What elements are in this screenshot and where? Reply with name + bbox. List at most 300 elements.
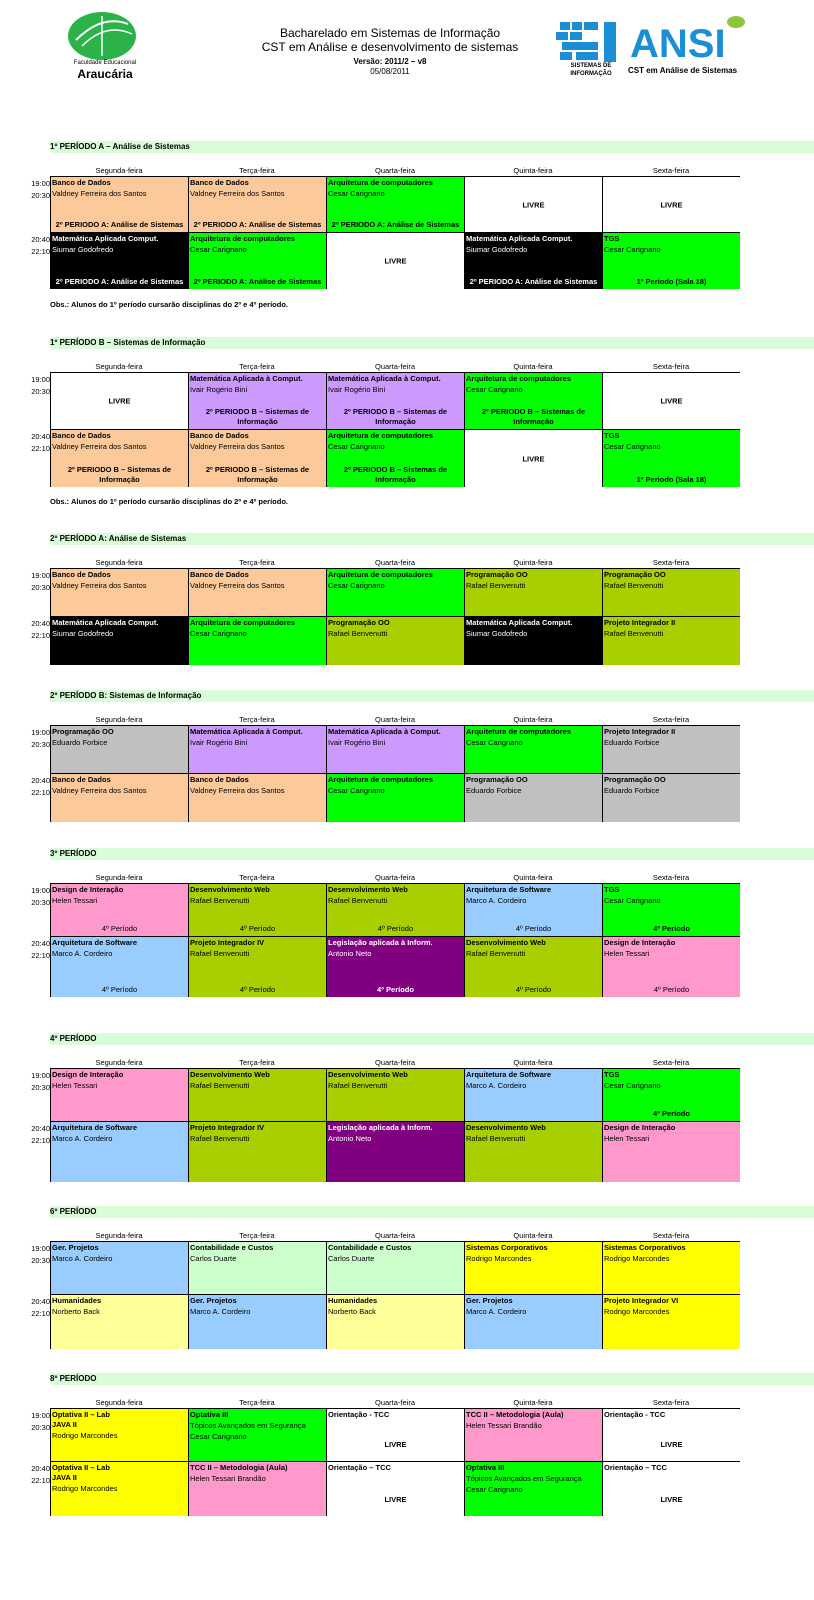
teacher-name: Rafael Benvenutti: [466, 581, 526, 590]
schedule-cell[interactable]: [189, 726, 327, 774]
day-label: Quarta-feira: [374, 166, 416, 175]
schedule-grid: [50, 176, 740, 289]
teacher-name: Rafael Benvenutti: [604, 581, 664, 590]
teacher-name: Marco A. Cordeiro: [52, 1254, 113, 1263]
course-name: Matemática Aplicada à Comput.: [190, 374, 303, 383]
schedule-cell[interactable]: [327, 726, 465, 774]
time-label: 22:10: [31, 1136, 50, 1145]
teacher-name: Eduardo Forbice: [52, 738, 108, 747]
schedule-cell[interactable]: [465, 884, 603, 937]
schedule-cell[interactable]: [327, 937, 465, 997]
schedule-cell[interactable]: [51, 774, 189, 822]
cell-note: 2º PERIODO A: Análise de Sistemas: [55, 277, 184, 286]
course-name: Programação OO: [466, 775, 528, 784]
schedule-cell[interactable]: [189, 373, 327, 430]
day-label: Sexta-feira: [652, 1058, 690, 1067]
day-label: Segunda-feira: [95, 873, 143, 882]
schedule-cell[interactable]: [327, 1242, 465, 1295]
teacher-name: Valdney Ferreira dos Santos: [52, 786, 147, 795]
time-label: 20:40: [31, 1297, 50, 1306]
time-slot: [20, 885, 50, 909]
course-name: Humanidades: [52, 1296, 102, 1305]
day-label: Terça-feira: [239, 166, 275, 175]
free-slot-label: LIVRE: [660, 1440, 683, 1449]
section-title: 8º PERÍODO: [50, 1373, 814, 1385]
course-name: Orientação – TCC: [604, 1463, 667, 1472]
schedule-cell[interactable]: [465, 1242, 603, 1295]
day-header-row: [50, 1398, 740, 1408]
day-label: Quinta-feira: [513, 1398, 553, 1407]
course-name: Desenvolvimento Web: [466, 1123, 546, 1132]
teacher-name: Antonio Neto: [328, 949, 372, 958]
time-slot: [20, 374, 50, 398]
schedule-cell[interactable]: [51, 1462, 189, 1516]
day-label: Terça-feira: [239, 873, 275, 882]
day-header-row: [50, 558, 740, 568]
time-label: 22:10: [31, 1476, 50, 1485]
day-label: Quarta-feira: [374, 362, 416, 371]
course-name: Optativa II – Lab: [52, 1463, 110, 1472]
course-name: Desenvolvimento Web: [328, 885, 408, 894]
schedule-cell[interactable]: [327, 177, 465, 233]
schedule-cell[interactable]: [51, 1409, 189, 1462]
time-label: 22:10: [31, 788, 50, 797]
time-slot: [20, 1070, 50, 1094]
schedule-cell[interactable]: [465, 774, 603, 822]
time-label: 22:10: [31, 1309, 50, 1318]
course-name: Projeto Integrador II: [604, 618, 676, 627]
course-name: Banco de Dados: [190, 570, 249, 579]
time-label: 20:40: [31, 619, 50, 628]
schedule-cell[interactable]: [603, 937, 740, 997]
teacher-name: Cesar Carignano: [328, 786, 385, 795]
schedule-grid: [50, 1241, 740, 1349]
time-label: 22:10: [31, 247, 50, 256]
course-name: Matemática Aplicada Comput.: [52, 618, 159, 627]
course-name-extra: JAVA II: [52, 1420, 77, 1429]
course-name: Desenvolvimento Web: [190, 1070, 270, 1079]
teacher-name: Helen Tessari: [52, 1081, 98, 1090]
schedule-cell[interactable]: [465, 430, 603, 487]
teacher-name: Valdney Ferreira dos Santos: [190, 581, 285, 590]
schedule-grid: [50, 883, 740, 997]
schedule-cell[interactable]: [327, 430, 465, 487]
time-slot: [20, 1296, 50, 1320]
course-name: Programação OO: [604, 775, 666, 784]
teacher-name: Cesar Carignano: [328, 189, 385, 198]
schedule-cell[interactable]: [327, 233, 465, 289]
time-label: 20:40: [31, 432, 50, 441]
day-label: Quinta-feira: [513, 166, 553, 175]
course-name: Banco de Dados: [190, 775, 249, 784]
schedule-cell[interactable]: [327, 1409, 465, 1462]
observation-note: Obs.: Alunos do 1º período cursarão disciplinas do 2º e 4º período.: [50, 300, 288, 309]
teacher-name: Carlos Duarte: [190, 1254, 237, 1263]
day-header-row: [50, 1058, 740, 1068]
course-name: Design de Interação: [604, 1123, 676, 1132]
time-slot: [20, 178, 50, 202]
schedule-cell[interactable]: [465, 1462, 603, 1516]
time-label: 22:10: [31, 444, 50, 453]
teacher-name: Valdney Ferreira dos Santos: [190, 189, 285, 198]
teacher-name: Rafael Benvenutti: [466, 949, 526, 958]
course-name: Matemática Aplicada à Comput.: [328, 727, 441, 736]
teacher-name: Eduardo Forbice: [604, 738, 660, 747]
section-title: 1º PERÍODO A – Análise de Sistemas: [50, 141, 814, 153]
schedule-cell[interactable]: [189, 430, 327, 487]
day-label: Segunda-feira: [95, 362, 143, 371]
day-label: Terça-feira: [239, 715, 275, 724]
schedule-cell[interactable]: [327, 1295, 465, 1349]
teacher-name: Antonio Neto: [328, 1134, 372, 1143]
schedule-cell[interactable]: [603, 1462, 740, 1516]
time-label: 19:00: [31, 728, 50, 737]
day-label: Segunda-feira: [95, 1058, 143, 1067]
schedule-cell[interactable]: [189, 884, 327, 937]
day-label: Terça-feira: [239, 1231, 275, 1240]
schedule-cell[interactable]: [327, 1069, 465, 1122]
time-label: 19:00: [31, 1244, 50, 1253]
schedule-grid: [50, 1068, 740, 1182]
teacher-name: Eduardo Forbice: [604, 786, 660, 795]
teacher-name: Cesar Carignano: [466, 738, 523, 747]
title-line-1: Bacharelado em Sistemas de Informação: [279, 26, 501, 40]
cell-note: 4º Período: [377, 924, 414, 933]
section-title: 3º PERÍODO: [50, 848, 814, 860]
day-label: Quinta-feira: [513, 1231, 553, 1240]
course-name: Banco de Dados: [52, 775, 111, 784]
course-name: Ger. Projetos: [466, 1296, 513, 1305]
schedule-cell[interactable]: [603, 177, 740, 233]
course-name: Optativa III: [466, 1463, 505, 1472]
teacher-name: Norberto Back: [328, 1307, 376, 1316]
schedule-cell[interactable]: [189, 1242, 327, 1295]
course-name: Arquitetura de computadores: [466, 374, 572, 383]
free-slot-label: LIVRE: [660, 200, 683, 209]
time-label: 20:40: [31, 235, 50, 244]
teacher-name: Valdney Ferreira dos Santos: [190, 786, 285, 795]
schedule-cell[interactable]: [51, 884, 189, 937]
cell-note: 2º PERIODO A: Análise de Sistemas: [331, 220, 460, 229]
teacher-name: Helen Tessari Brandão: [190, 1474, 266, 1483]
teacher-name: Rodrigo Marcondes: [604, 1307, 670, 1316]
teacher-name: Valdney Ferreira dos Santos: [52, 581, 147, 590]
schedule-cell[interactable]: [465, 233, 603, 289]
cell-note: 2º PERIODO B – Sistemas de Informação: [481, 407, 586, 426]
schedule-cell[interactable]: [465, 617, 603, 665]
schedule-cell[interactable]: [603, 1295, 740, 1349]
teacher-name: Cesar Carignano: [604, 245, 661, 254]
day-label: Terça-feira: [239, 362, 275, 371]
time-slot: [20, 938, 50, 962]
cell-note: 4º Período: [239, 924, 276, 933]
schedule-cell[interactable]: [189, 937, 327, 997]
teacher-name: Eduardo Forbice: [466, 786, 522, 795]
time-label: 20:30: [31, 1423, 50, 1432]
schedule-cell[interactable]: [465, 1295, 603, 1349]
day-label: Sexta-feira: [652, 873, 690, 882]
schedule-cell[interactable]: [51, 373, 189, 430]
schedule-cell[interactable]: [465, 937, 603, 997]
schedule-cell[interactable]: [51, 1122, 189, 1182]
day-label: Quinta-feira: [513, 362, 553, 371]
teacher-name: Siumar Godofredo: [466, 629, 528, 638]
schedule-cell[interactable]: [465, 569, 603, 617]
free-slot-label: LIVRE: [384, 256, 407, 266]
time-slot: [20, 1123, 50, 1147]
schedule-cell[interactable]: [465, 1069, 603, 1122]
schedule-cell[interactable]: [189, 233, 327, 289]
day-label: Sexta-feira: [652, 558, 690, 567]
time-label: 20:30: [31, 1256, 50, 1265]
course-name: Arquitetura de Software: [52, 1123, 138, 1132]
course-name: Matemática Aplicada Comput.: [52, 234, 159, 243]
free-slot-label: LIVRE: [108, 396, 131, 406]
time-label: 20:30: [31, 740, 50, 749]
cell-note: 4º Período: [653, 1109, 690, 1118]
free-slot-label: LIVRE: [384, 1495, 407, 1504]
schedule-grid: [50, 725, 740, 822]
schedule-cell[interactable]: [603, 726, 740, 774]
teacher-name: Marco A. Cordeiro: [52, 1134, 113, 1143]
schedule-cell[interactable]: [51, 569, 189, 617]
schedule-cell[interactable]: [603, 617, 740, 665]
ansi-logo-text: ANSI: [630, 22, 726, 66]
course-name: Banco de Dados: [190, 178, 249, 187]
teacher-name: Ivair Rogério Bini: [190, 738, 248, 747]
teacher-name: Cesar Carignano: [190, 245, 247, 254]
teacher-name: Cesar Carignano: [604, 1081, 661, 1090]
teacher-name: Cesar Carignano: [466, 385, 523, 394]
schedule-cell[interactable]: [51, 233, 189, 289]
course-name: Arquitetura de Software: [52, 938, 138, 947]
cell-note: 2º PERIODO A: Análise de Sistemas: [469, 277, 598, 286]
cell-note: 4º Período: [515, 985, 552, 994]
day-label: Segunda-feira: [95, 1398, 143, 1407]
day-header-row: [50, 715, 740, 725]
schedule-cell[interactable]: [51, 1069, 189, 1122]
schedule-cell[interactable]: [465, 1409, 603, 1462]
time-label: 20:40: [31, 939, 50, 948]
day-label: Sexta-feira: [652, 715, 690, 724]
course-name: Projeto Integrador VI: [604, 1296, 679, 1305]
teacher-name: Tópicos Avançados em Segurança: [190, 1421, 306, 1430]
si-logo-text: SISTEMAS DE INFORMAÇÃO: [570, 63, 612, 77]
schedule-cell[interactable]: [51, 617, 189, 665]
date-text: 05/08/2011: [370, 67, 410, 76]
teacher-name: Cesar Carignano: [328, 442, 385, 451]
teacher-name: Tópicos Avançados em Segurança: [466, 1474, 582, 1483]
teacher-name: Rafael Benvenutti: [328, 896, 388, 905]
course-name: Orientação - TCC: [328, 1410, 390, 1419]
course-name: Sistemas Corporativos: [466, 1243, 548, 1252]
course-name: Arquitetura de computadores: [328, 178, 434, 187]
document-header: [0, 0, 814, 110]
cell-note: 2º PERIODO B – Sistemas de Informação: [205, 465, 310, 484]
teacher-name: Helen Tessari Brandão: [466, 1421, 542, 1430]
teacher-name: Rafael Benvenutti: [190, 1081, 250, 1090]
schedule-cell[interactable]: [603, 1069, 740, 1122]
time-label: 20:40: [31, 776, 50, 785]
schedule-cell[interactable]: [603, 774, 740, 822]
schedule-cell[interactable]: [189, 177, 327, 233]
teacher-name: Valdney Ferreira dos Santos: [52, 442, 147, 451]
schedule-cell[interactable]: [603, 569, 740, 617]
time-label: 20:30: [31, 387, 50, 396]
schedule-cell[interactable]: [603, 1242, 740, 1295]
schedule-cell[interactable]: [189, 1462, 327, 1516]
schedule-cell[interactable]: [327, 1122, 465, 1182]
teacher-name: Rodrigo Marcondes: [52, 1431, 118, 1440]
schedule-cell[interactable]: [189, 1295, 327, 1349]
time-label: 19:00: [31, 1411, 50, 1420]
course-name: Desenvolvimento Web: [328, 1070, 408, 1079]
teacher-name: Helen Tessari: [604, 949, 650, 958]
logo-big-text: Araucária: [77, 67, 133, 81]
schedule-cell[interactable]: [327, 774, 465, 822]
schedule-cell[interactable]: [327, 884, 465, 937]
teacher-name: Ivair Rogério Bini: [328, 738, 386, 747]
course-name: Arquitetura de computadores: [328, 431, 434, 440]
schedule-cell[interactable]: [189, 569, 327, 617]
title-line-2: CST em Análise e desenvolvimento de sistemas: [261, 40, 519, 54]
teacher-name: Rafael Benvenutti: [190, 1134, 250, 1143]
course-name: Banco de Dados: [52, 570, 111, 579]
day-label: Segunda-feira: [95, 558, 143, 567]
cell-note: 4º Período: [239, 985, 276, 994]
schedule-cell[interactable]: [327, 373, 465, 430]
schedule-cell[interactable]: [189, 1122, 327, 1182]
course-name: Legislação aplicada à Inform.: [328, 938, 433, 947]
schedule-cell[interactable]: [51, 1295, 189, 1349]
schedule-cell[interactable]: [327, 1462, 465, 1516]
day-header-row: [50, 873, 740, 883]
day-label: Segunda-feira: [95, 1231, 143, 1240]
course-name: Optativa III: [190, 1410, 229, 1419]
course-name: Matemática Aplicada à Comput.: [328, 374, 441, 383]
schedule-cell[interactable]: [603, 233, 740, 289]
teacher-name: Siumar Godofredo: [52, 629, 114, 638]
schedule-cell[interactable]: [603, 430, 740, 487]
teacher-name: Valdney Ferreira dos Santos: [190, 442, 285, 451]
course-name: Arquitetura de Software: [466, 1070, 552, 1079]
course-name: TGS: [604, 234, 620, 243]
schedule-cell[interactable]: [51, 726, 189, 774]
day-label: Quarta-feira: [374, 1398, 416, 1407]
teacher-name: Rafael Benvenutti: [328, 629, 388, 638]
schedule-cell[interactable]: [465, 177, 603, 233]
section-title: 1º PERÍODO B – Sistemas de Informação: [50, 337, 814, 349]
time-slot: [20, 234, 50, 258]
day-header-row: [50, 166, 740, 176]
day-label: Quinta-feira: [513, 1058, 553, 1067]
schedule-cell[interactable]: [51, 937, 189, 997]
teacher-name: Marco A. Cordeiro: [190, 1307, 251, 1316]
time-label: 20:40: [31, 1464, 50, 1473]
course-name: Arquitetura de computadores: [328, 570, 434, 579]
schedule-cell[interactable]: [603, 1409, 740, 1462]
time-label: 19:00: [31, 571, 50, 580]
course-name: Projeto Integrador IV: [190, 938, 265, 947]
day-label: Sexta-feira: [652, 1398, 690, 1407]
schedule-cell[interactable]: [465, 373, 603, 430]
title-block: [200, 26, 580, 77]
schedule-cell[interactable]: [51, 177, 189, 233]
schedule-grid: [50, 372, 740, 487]
course-name: Programação OO: [328, 618, 390, 627]
time-slot: [20, 1243, 50, 1267]
course-name: Arquitetura de computadores: [466, 727, 572, 736]
schedule-cell[interactable]: [327, 617, 465, 665]
schedule-cell[interactable]: [51, 1242, 189, 1295]
teacher-name: Carlos Duarte: [328, 1254, 375, 1263]
day-label: Terça-feira: [239, 558, 275, 567]
day-label: Terça-feira: [239, 1058, 275, 1067]
cell-note: 2º PERIODO B – Sistemas de Informação: [67, 465, 172, 484]
teacher-name: Siumar Godofredo: [466, 245, 528, 254]
si-ansi-logo: [556, 14, 768, 86]
ansi-sub-text: CST em Análise de Sistemas: [628, 66, 738, 75]
schedule-cell[interactable]: [603, 373, 740, 430]
schedule-cell[interactable]: [51, 430, 189, 487]
free-slot-label: LIVRE: [660, 396, 683, 406]
cell-note: 1º Periodo (Sala 18): [636, 475, 707, 484]
teacher-name: Rodrigo Marcondes: [52, 1484, 118, 1493]
course-name: Banco de Dados: [190, 431, 249, 440]
schedule-cell[interactable]: [603, 884, 740, 937]
course-name: Design de Interação: [52, 885, 124, 894]
cell-note: 2º PERIODO B – Sistemas de Informação: [343, 407, 448, 426]
cell-note: 2º PERIODO B – Sistemas de Informação: [205, 407, 310, 426]
cell-note: 4º Período: [377, 985, 414, 994]
schedule-cell[interactable]: [603, 1122, 740, 1182]
cell-note: 4º Período: [515, 924, 552, 933]
time-label: 22:10: [31, 951, 50, 960]
course-name: Orientação – TCC: [328, 1463, 391, 1472]
cell-note: 4º Período: [101, 985, 138, 994]
schedule-cell[interactable]: [189, 617, 327, 665]
araucaria-logo: [62, 10, 148, 82]
teacher-name: Rafael Benvenutti: [190, 896, 250, 905]
time-label: 19:00: [31, 179, 50, 188]
schedule-cell[interactable]: [189, 774, 327, 822]
cell-note: 2º PERIODO A: Análise de Sistemas: [193, 220, 322, 229]
schedule-cell[interactable]: [189, 1069, 327, 1122]
schedule-cell[interactable]: [465, 1122, 603, 1182]
schedule-cell[interactable]: [189, 1409, 327, 1462]
schedule-cell[interactable]: [465, 726, 603, 774]
course-name: Desenvolvimento Web: [466, 938, 546, 947]
teacher-name: Norberto Back: [52, 1307, 100, 1316]
cell-note: 4º Período: [653, 985, 690, 994]
course-name: Ger. Projetos: [52, 1243, 99, 1252]
day-label: Sexta-feira: [652, 166, 690, 175]
cell-note: 4º Período: [101, 924, 138, 933]
time-label: 20:30: [31, 1083, 50, 1092]
course-name: Ger. Projetos: [190, 1296, 237, 1305]
day-label: Terça-feira: [239, 1398, 275, 1407]
teacher-name: Marco A. Cordeiro: [466, 1081, 527, 1090]
teacher-name: Siumar Godofredo: [52, 245, 114, 254]
course-name: Design de Interação: [52, 1070, 124, 1079]
schedule-cell[interactable]: [327, 569, 465, 617]
day-label: Quarta-feira: [374, 715, 416, 724]
schedule-grid: [50, 1408, 740, 1516]
time-slot: [20, 570, 50, 594]
time-label: 19:00: [31, 1071, 50, 1080]
teacher-name: Rafael Benvenutti: [190, 949, 250, 958]
course-name: Matemática Aplicada Comput.: [466, 234, 573, 243]
